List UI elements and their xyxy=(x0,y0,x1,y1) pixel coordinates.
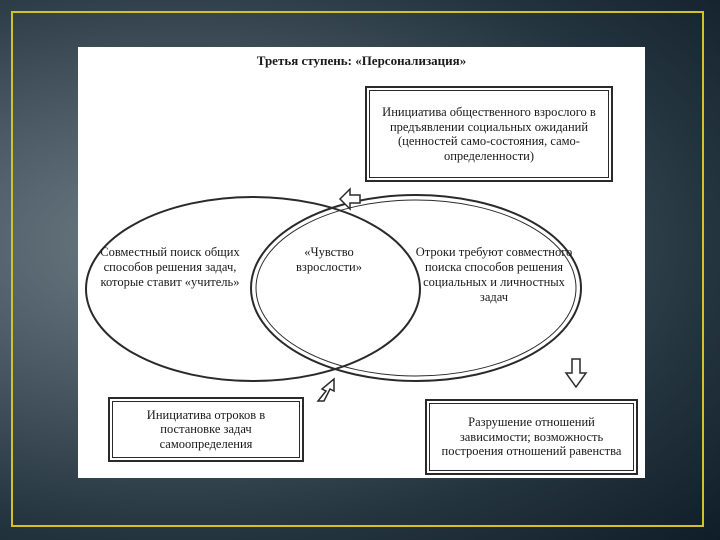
bottom-right-box-text: Разрушение отношений зависимости; возможность построения отношений равенства xyxy=(441,415,622,459)
top-right-box-text: Инициатива общественного взрослого в предъявлении социальных ожиданий (ценностей само-состояния, само-определенности) xyxy=(382,105,596,163)
center-text: «Чувство взрослости» xyxy=(296,245,362,274)
arrow-down-icon xyxy=(566,359,586,387)
diagram-title: Третья ступень: «Персонализация» xyxy=(256,53,467,68)
bottom-right-box xyxy=(425,399,638,475)
diagram-panel xyxy=(78,47,645,478)
right-ellipse-text: Отроки требуют совместного поиска способов решения социальных и личностных задач xyxy=(415,245,573,304)
bottom-left-box xyxy=(108,397,304,462)
arrow-up-icon xyxy=(318,379,334,401)
top-right-box xyxy=(365,86,613,182)
left-ellipse-text: Совместный поиск общих способов решения задач, которые ставит «учитель» xyxy=(100,245,240,289)
bottom-left-box-text: Инициатива отроков в постановке задач самоопределения xyxy=(146,407,266,451)
